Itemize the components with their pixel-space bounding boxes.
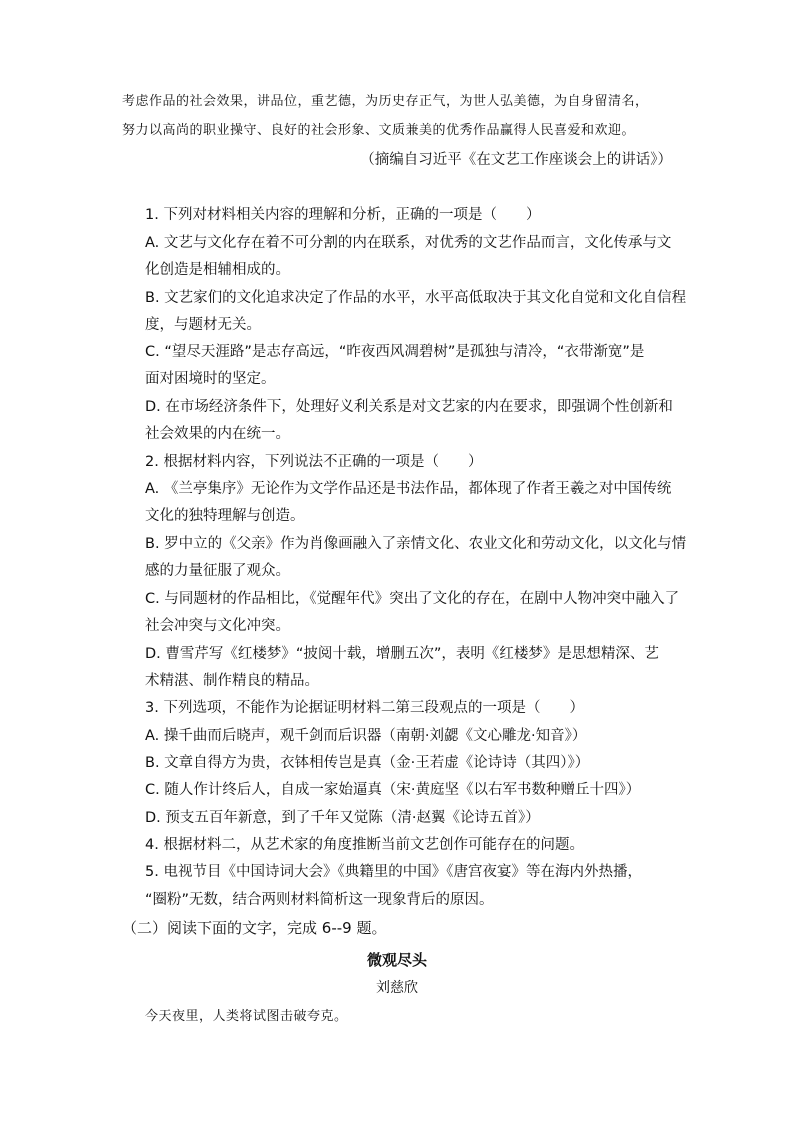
article-first-line: 今天夜里，人类将试图击破夸克。 (145, 1009, 348, 1024)
question-1-option-a-cont: 化创造是相辅相成的。 (145, 262, 290, 278)
section-2-heading: （二）阅读下面的文字，完成 6--9 题。 (122, 919, 387, 937)
question-2-option-b-cont: 感的力量征服了观众。 (145, 563, 290, 579)
question-3-option-d: D. 预支五百年新意，到了千年又觉陈（清·赵翼《论诗五首》） (145, 810, 540, 826)
question-1-option-d-cont: 社会效果的内在统一。 (145, 426, 290, 442)
question-2-option-c-cont: 社会冲突与文化冲突。 (145, 618, 290, 634)
question-2-option-d-cont: 术精湛、制作精良的精品。 (145, 673, 319, 689)
excerpt-source: （摘编自习近平《在文艺工作座谈会上的讲话》） (360, 152, 672, 168)
question-5-stem-cont: “圈粉”无数，结合两则材料简析这一现象背后的原因。 (145, 892, 494, 908)
question-2-option-a: A. 《兰亭集序》无论作为文学作品还是书法作品，都体现了作者王羲之对中国传统 (145, 481, 672, 497)
article-title: 微观尽头 (366, 951, 427, 969)
question-1-option-b: B. 文艺家们的文化追求决定了作品的水平，水平高低取决于其文化自觉和文化自信程 (145, 290, 687, 306)
question-2-option-b: B. 罗中立的《父亲》作为肖像画融入了亲情文化、农业文化和劳动文化，以文化与情 (145, 536, 687, 552)
question-2-option-d: D. 曹雪芹写《红楼梦》“披阅十载，增删五次”，表明《红楼梦》是思想精深、艺 (145, 646, 659, 662)
question-1-stem: 1. 下列对材料相关内容的理解和分析，正确的一项是（ ） (145, 207, 541, 223)
question-1-option-a: A. 文艺与文化存在着不可分割的内在联系，对优秀的文艺作品而言，文化传承与文 (145, 235, 672, 251)
question-2-stem: 2. 根据材料内容，下列说法不正确的一项是（ ） (145, 454, 483, 470)
excerpt-line-1: 考虑作品的社会效果，讲品位，重艺德，为历史存正气，为世人弘美德，为自身留清名， (122, 94, 649, 109)
question-3-stem: 3. 下列选项，不能作为论据证明材料二第三段观点的一项是（ ） (145, 700, 584, 716)
question-2-option-c: C. 与同题材的作品相比，《觉醒年代》突出了文化的存在，在剧中人物冲突中融入了 (145, 591, 680, 607)
question-3-option-c: C. 随人作计终后人，自成一家始逼真（宋·黄庭坚《以右军书数种赠丘十四》） (145, 782, 641, 798)
question-2-option-a-cont: 文化的独特理解与创造。 (145, 508, 305, 524)
question-3-option-a: A. 操千曲而后晓声，观千剑而后识器（南朝·刘勰《文心雕龙·知音》） (145, 728, 587, 744)
question-1-option-d: D. 在市场经济条件下，处理好义利关系是对文艺家的内在要求，即强调个性创新和 (145, 399, 673, 415)
question-1-option-b-cont: 度，与题材无关。 (145, 317, 261, 333)
question-5-stem: 5. 电视节目《中国诗词大会》《典籍里的中国》《唐宫夜宴》等在海内外热播， (145, 864, 642, 880)
question-3-option-b: B. 文章自得方为贵，衣钵相传岂是真（金·王若虚《论诗诗（其四）》） (145, 755, 590, 771)
article-author: 刘慈欣 (376, 980, 418, 996)
question-1-option-c: C. “望尽天涯路”是志存高远，“昨夜西风凋碧树”是孤独与清冷，“衣带渐宽”是 (145, 344, 645, 360)
excerpt-line-2: 努力以高尚的职业操守、良好的社会形象、文质兼美的优秀作品赢得人民喜爱和欢迎。 (122, 123, 636, 138)
question-4-stem: 4. 根据材料二，从艺术家的角度推断当前文艺创作可能存在的问题。 (145, 837, 584, 853)
question-1-option-c-cont: 面对困境时的坚定。 (145, 371, 276, 387)
